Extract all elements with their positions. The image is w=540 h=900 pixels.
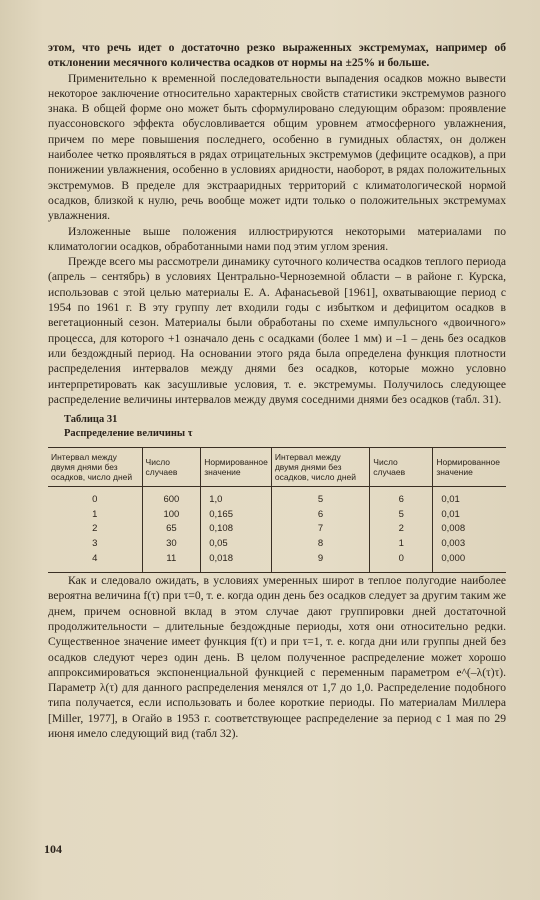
table-cell: 0,05	[201, 537, 272, 552]
table-cell: 1,0	[201, 487, 272, 508]
table-cell: 30	[142, 537, 201, 552]
table-subtitle: Распределение величины τ	[64, 428, 193, 440]
table-cell: 0,008	[433, 522, 506, 537]
table-row	[48, 487, 506, 508]
table-cell: 0,000	[433, 552, 506, 573]
table-row	[48, 522, 506, 537]
table-header-row	[48, 448, 506, 487]
table-cell: 11	[142, 552, 201, 573]
table-cell: 0,01	[433, 508, 506, 523]
header-cases: Число случаев	[142, 448, 201, 487]
table-cell: 0	[92, 494, 98, 506]
table-cell: 1	[92, 508, 98, 520]
table-cell: 5	[271, 487, 369, 508]
table-cell: 9	[271, 552, 369, 573]
table-cell: 1	[370, 537, 433, 552]
header-interval: Интервал между двумя днями без осадков, число дней	[271, 448, 369, 487]
paragraph-kursk-data: Прежде всего мы рассмотрели динамику суточного количества осадков теплого периода (апрель – сентябрь) в условиях Центрально-Черноземной области – в районе г. Курска, использовав с этой целью материалы Е. А. Афанасьевой [1961], охватывающие период с 1954 по 1961 г. В эту группу лет входили годы с избытком и дефицитом осадков в вегетационный сезон. Материалы были обработаны по схеме импульсного «двоичного» процесса, для которого +1 означало день с осадками (более 1 мм) и –1 – день без осадков или бездождный период. На основании этого ряда была определена функция плотности распределения интервалов между днями без осадков, которые можно условно интерпретировать как засушливые условия, т. е. экстремумы. Получилось следующее распределение величины интервалов между двумя соседними днями без осадков (табл. 31).	[48, 255, 506, 406]
table-cell: 8	[271, 537, 369, 552]
table-cell: 0,108	[201, 522, 272, 537]
table-cell: 4	[48, 552, 142, 573]
page-text	[48, 40, 506, 741]
table-cell: 600	[142, 487, 201, 508]
table-cell: 0,003	[433, 537, 506, 552]
table-cell: 3	[92, 537, 98, 549]
header-normalized: Нормированное значение	[201, 448, 272, 487]
paragraph-results: Как и следовало ожидать, в условиях умеренных широт в теплое полугодие наиболее вероятна величина f(τ) при τ=0, т. е. когда один день без осадков следует за другим таким же днем, причем основной вклад в этом случае дают группировки дней достаточной продолжительности – длительные бездождные периоды, хотя они относительно редки. Существенное значение имеет функция f(τ) и при τ=1, т. е. когда дни или группы дней без осадков следуют через один день. В целом полученное распределение может хорошо аппроксимироваться экспоненциальной функцией с переменным параметром e^(–λ(τ)τ). Параметр λ(τ) для данного распределения менялся от 1,7 до 1,0. Распределение подобного типа получается, если использовать и более короткие периоды. По материалам Миллера [Miller, 1977], в Огайо в 1953 г. соответствующее распределение за период с 1 мая по 29 июня имело следующий вид (табл 32).	[48, 574, 506, 741]
header-cases: Число случаев	[370, 448, 433, 487]
table-cell: 2	[92, 523, 98, 535]
table-cell: 6	[370, 487, 433, 508]
table-cell: 65	[142, 522, 201, 537]
table-row	[48, 552, 506, 573]
page-number: 104	[44, 842, 62, 856]
interval-distribution-table	[48, 447, 506, 573]
table-cell: 0,018	[201, 552, 272, 573]
table-cell: 5	[370, 508, 433, 523]
header-normalized: Нормированное значение	[433, 448, 506, 487]
table-caption: Таблица 31	[64, 414, 118, 426]
paragraph-conclusion: Применительно к временной последовательности выпадения осадков можно вывести некоторое заключение относительно характерных свойств статистики экстремумов разного знака. В общей форме оно может быть сформулировано следующим образом: проявление пуассоновского эффекта обусловливается общим уровнем атмосферного увлажнения, причем по мере повышения последнего, особенно в гумидных областях, он должен наиболее четко проявляться в рядах отрицательных экстремумов (дефиците осадков), а при понижении увлажнения, особенно в условиях аридности, наоборот, в рядах положительных экстремумов. В пределе для экстрааридных территорий с климатологической нормой осадков, близкой к нулю, речь вообще может идти только о положительных экстремумах увлажнения.	[48, 71, 506, 223]
table-row	[48, 508, 506, 523]
table-cell: 0,01	[433, 487, 506, 508]
paragraph-continuation: этом, что речь идет о достаточно резко выраженных экстремумах, например об отклонении месячного количества осадков от нормы на ±25% и больше.	[48, 41, 506, 70]
table-row	[48, 537, 506, 552]
table-cell: 0	[370, 552, 433, 573]
table-cell: 2	[370, 522, 433, 537]
header-interval: Интервал между двумя днями без осадков, число дней	[48, 448, 142, 487]
table-cell: 0,165	[201, 508, 272, 523]
table-cell: 7	[271, 522, 369, 537]
table-cell: 6	[271, 508, 369, 523]
table-cell: 100	[142, 508, 201, 523]
paragraph-illustration: Изложенные выше положения иллюстрируются некоторыми материалами по климатологии осадков, обработанными нами под этим углом зрения.	[48, 224, 506, 253]
